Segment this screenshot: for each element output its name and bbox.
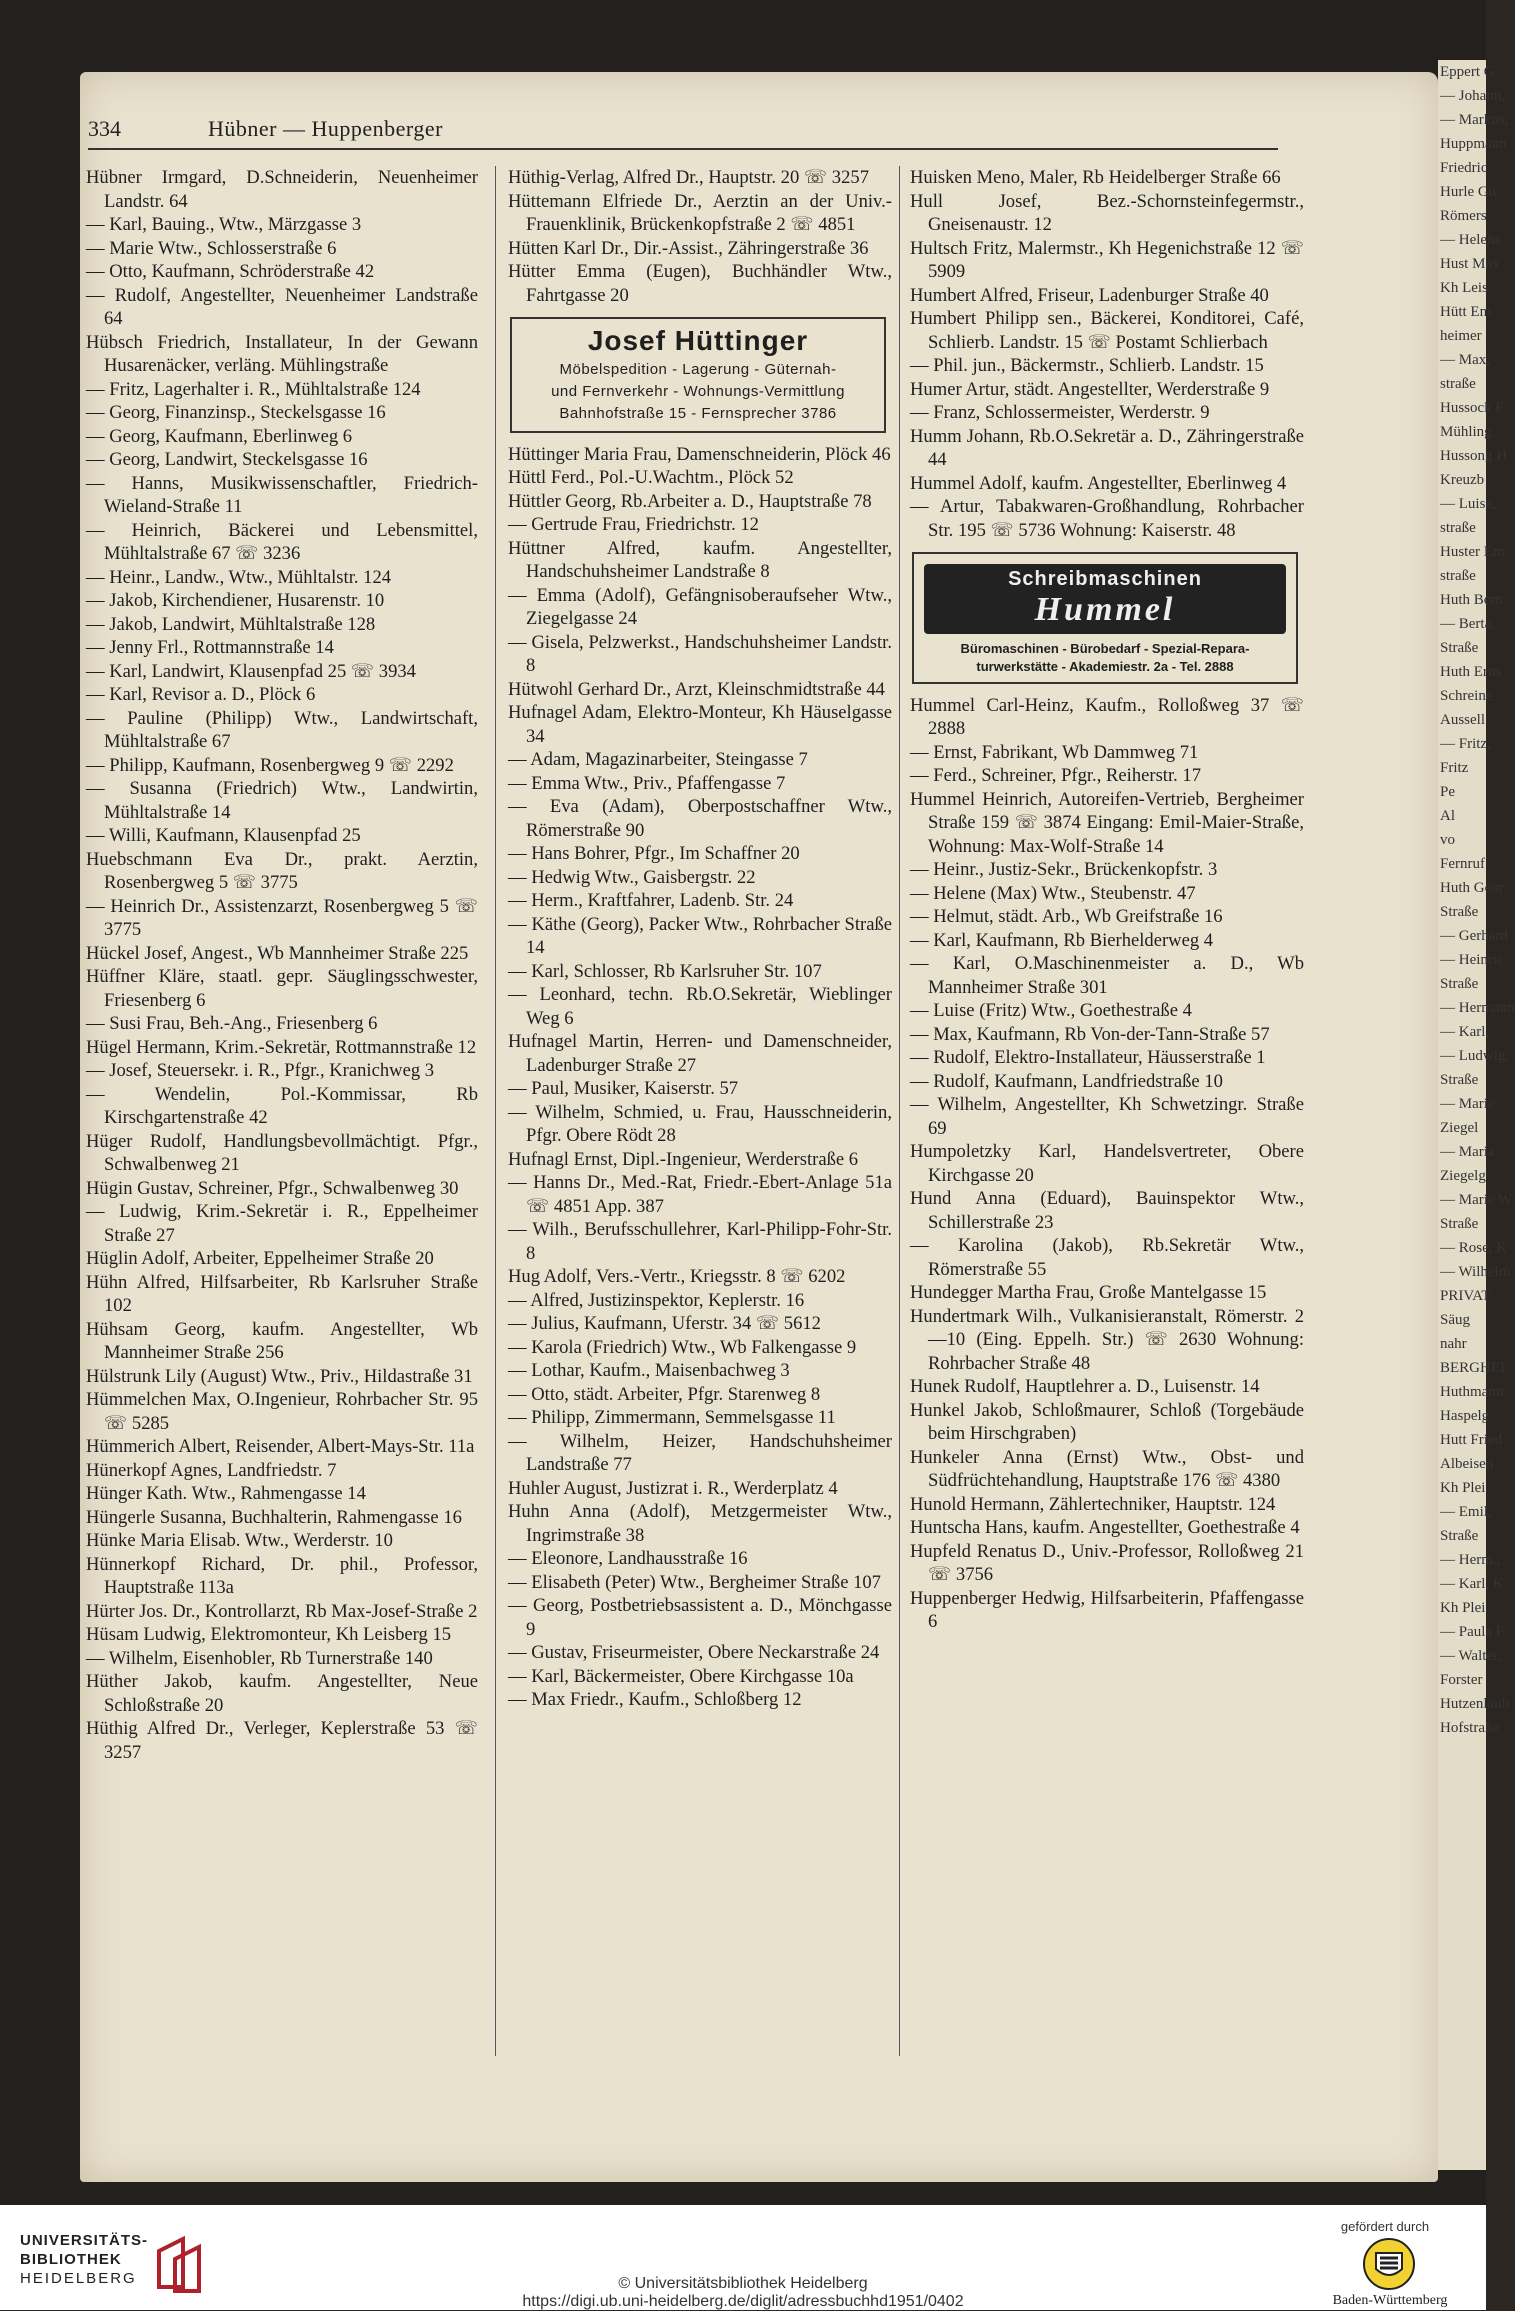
source-url-link[interactable]: https://digi.ub.uni-heidelberg.de/diglit/adressbuchhd1951/0402 [522, 2293, 964, 2310]
next-page-fragment: Forster [1440, 1672, 1483, 1688]
next-page-fragment: Straße [1440, 1216, 1479, 1232]
running-head [88, 114, 1278, 150]
directory-entry: — Helene (Max) Wtw., Steubenstr. 47 [910, 882, 1196, 904]
directory-entry: — Fritz, Lagerhalter i. R., Mühltalstraße 124 [86, 378, 421, 400]
directory-entry: Hund Anna (Eduard), Bauinspektor Wtw., Schillerstraße 23 [910, 1188, 1304, 1233]
directory-entry: — Georg, Kaufmann, Eberlinweg 6 [86, 425, 353, 447]
directory-entry: Hühn Alfred, Hilfsarbeiter, Rb Karlsruher Straße 102 [86, 1271, 478, 1316]
directory-entry: Hüttemann Elfriede Dr., Aerztin an der Univ.-Frauenklinik, Brückenkopfstraße 2 ☏ 4851 [508, 190, 892, 235]
next-page-fragment: Albeisen [1440, 1456, 1494, 1472]
ad-line: Büromaschinen - Bürobedarf - Spezial-Repara- [960, 640, 1250, 656]
column-rule [495, 166, 496, 2056]
ad-subtitle: Schreibmaschinen [1008, 568, 1202, 590]
directory-entry: Hüttler Georg, Rb.Arbeiter a. D., Hauptstraße 78 [508, 490, 872, 512]
directory-entry: — Otto, Kaufmann, Schröderstraße 42 [86, 261, 375, 282]
page-number: 334 [88, 116, 121, 141]
next-page-fragment: Friedric [1440, 160, 1488, 176]
directory-entry: Hüffner Kläre, staatl. gepr. Säuglingsschwester, Friesenberg 6 [86, 966, 478, 1011]
directory-entry: — Gisela, Pelzwerkst., Handschuhsheimer Landstr. 8 [508, 631, 892, 676]
next-page-fragment: Hütt Em [1440, 304, 1492, 320]
directory-entry: Hummel Heinrich, Autoreifen-Vertrieb, Bergheimer Straße 159 ☏ 3874 Eingang: Emil-Maier-Straße, Wohnung: Max-Wolf-Straße 14 [910, 788, 1304, 857]
next-page-fragment: Fernruf [1440, 856, 1485, 872]
directory-entry: — Karl, Kaufmann, Rb Bierhelderweg 4 [910, 929, 1214, 951]
next-page-edge [1438, 60, 1515, 2170]
next-page-fragment: Eppert G [1440, 64, 1495, 80]
next-page-fragment: Aussell [1440, 712, 1485, 728]
directory-entry: — Franz, Schlossermeister, Werderstr. 9 [910, 402, 1210, 423]
directory-entry: Huebschmann Eva Dr., prakt. Aerztin, Rosenbergweg 5 ☏ 3775 [86, 848, 478, 893]
next-page-fragment: — Luise, [1440, 496, 1496, 512]
next-page-fragment: Haspelg [1440, 1408, 1490, 1424]
directory-entry: — Philipp, Kaufmann, Rosenbergweg 9 ☏ 2292 [86, 754, 454, 776]
directory-entry: Hünnerkopf Richard, Dr. phil., Professor, Hauptstraße 113a [86, 1553, 478, 1598]
next-page-fragment: Al [1440, 808, 1455, 824]
column-2-top [508, 166, 892, 307]
directory-entry: Hümmelchen Max, O.Ingenieur, Rohrbacher Str. 95 ☏ 5285 [86, 1389, 478, 1434]
directory-entry: — Susanna (Friedrich) Wtw., Landwirtin, Mühltalstraße 14 [86, 778, 478, 823]
next-page-fragment: BERGHEI [1440, 1360, 1505, 1376]
next-page-fragment: Mühling [1440, 424, 1492, 440]
ad-line: turwerkstätte - Akademiestr. 2a - Tel. 2888 [976, 658, 1234, 674]
directory-entry: — Otto, städt. Arbeiter, Pfgr. Starenweg 8 [508, 1383, 821, 1405]
next-page-fragment: — Paula F [1440, 1624, 1505, 1640]
directory-entry: — Leonhard, techn. Rb.O.Sekretär, Wieblinger Weg 6 [508, 984, 892, 1029]
directory-entry: — Max, Kaufmann, Rb Von-der-Tann-Straße 57 [910, 1023, 1270, 1045]
column-3 [910, 166, 1304, 1634]
directory-entry: — Heinrich Dr., Assistenzarzt, Rosenbergweg 5 ☏ 3775 [86, 895, 478, 940]
directory-entry: — Adam, Magazinarbeiter, Steingasse 7 [508, 749, 808, 770]
directory-entry: Hückel Josef, Angest., Wb Mannheimer Straße 225 [86, 942, 469, 964]
next-page-fragment: Straße [1440, 904, 1479, 920]
next-page-fragment: Huppmann [1440, 136, 1507, 152]
next-page-fragment: Ziegel [1440, 1120, 1479, 1136]
page-title: Hübner — Huppenberger [208, 116, 443, 141]
directory-entry: — Jakob, Landwirt, Mühltalstraße 128 [86, 613, 376, 635]
directory-entry: — Herm., Kraftfahrer, Ladenb. Str. 24 [508, 890, 794, 911]
directory-entry: — Josef, Steuersekr. i. R., Pfgr., Kranichweg 3 [86, 1060, 435, 1081]
directory-entry: Hunkeler Anna (Ernst) Wtw., Obst- und Südfrüchtehandlung, Hauptstraße 176 ☏ 4380 [910, 1446, 1304, 1491]
next-page-fragment: Straße [1440, 640, 1479, 656]
next-page-fragment: straße [1440, 376, 1476, 392]
next-page-fragment: — Gerhard [1440, 928, 1508, 944]
next-page-fragment: straße [1440, 568, 1476, 584]
directory-entry: Hunold Hermann, Zählertechniker, Hauptstr. 124 [910, 1493, 1276, 1515]
next-page-fragment: — Maria [1440, 1144, 1495, 1160]
next-page-fragment: vo [1440, 832, 1455, 848]
next-page-fragment: PRIVAT [1440, 1288, 1491, 1304]
directory-entry: — Hedwig Wtw., Gaisbergstr. 22 [508, 866, 756, 888]
directory-entry: Hüthig Alfred Dr., Verleger, Keplerstraße 53 ☏ 3257 [86, 1718, 478, 1763]
state-name: Baden-Württemberg [1332, 2293, 1448, 2308]
directory-entry: Hüger Rudolf, Handlungsbevollmächtigt. Pfgr., Schwalbenweg 21 [86, 1130, 478, 1175]
next-page-fragment: Hutt Fried [1440, 1432, 1503, 1448]
next-page-fragment: — Max, [1440, 352, 1490, 368]
directory-entry: Hünerkopf Agnes, Landfriedstr. 7 [86, 1459, 337, 1481]
directory-entry: — Marie Wtw., Schlosserstraße 6 [86, 237, 337, 259]
next-page-fragment: — Herm., [1440, 1552, 1501, 1568]
directory-entry: — Karl, Bauing., Wtw., Märzgasse 3 [86, 214, 362, 235]
directory-entry: Hüngerle Susanna, Buchhalterin, Rahmengasse 16 [86, 1506, 462, 1528]
directory-entry: — Pauline (Philipp) Wtw., Landwirtschaft, Mühltalstraße 67 [86, 707, 478, 752]
next-page-fragment: — Marie [1440, 1096, 1495, 1112]
next-page-fragment: nahr [1440, 1336, 1467, 1352]
next-page-fragment: Hutzenlaub [1440, 1696, 1510, 1712]
directory-entry: Huisken Meno, Maler, Rb Heidelberger Straße 66 [910, 167, 1281, 188]
directory-entry: Hultsch Fritz, Malermstr., Kh Hegenichstraße 12 ☏ 5909 [910, 237, 1304, 282]
directory-entry: — Max Friedr., Kaufm., Schloßberg 12 [508, 1689, 802, 1710]
directory-entry: Huntscha Hans, kaufm. Angestellter, Goethestraße 4 [910, 1517, 1300, 1538]
directory-entry: — Susi Frau, Beh.-Ang., Friesenberg 6 [86, 1013, 378, 1034]
next-page-fragment: — Walter, [1440, 1648, 1502, 1664]
directory-entry: — Wilhelm, Eisenhobler, Rb Turnerstraße 140 [86, 1647, 433, 1669]
directory-entry: — Wilhelm, Angestellter, Kh Schwetzingr. Straße 69 [910, 1094, 1304, 1139]
directory-entry: Humpoletzky Karl, Handelsvertreter, Obere Kirchgasse 20 [910, 1141, 1304, 1186]
directory-entry: — Hanns, Musikwissenschaftler, Friedrich-Wieland-Straße 11 [86, 472, 478, 517]
ad-title: Josef Hüttinger [587, 325, 809, 356]
next-page-fragment: — Berta, [1440, 616, 1495, 632]
directory-entry: — Ferd., Schreiner, Pfgr., Reiherstr. 17 [910, 765, 1202, 786]
column-1 [86, 166, 478, 1764]
directory-entry: — Artur, Tabakwaren-Großhandlung, Rohrbacher Str. 195 ☏ 5736 Wohnung: Kaiserstr. 48 [910, 496, 1304, 541]
directory-entry: Hümmerich Albert, Reisender, Albert-Mays-Str. 11a [86, 1436, 475, 1457]
directory-entry: Hügin Gustav, Schreiner, Pfgr., Schwalbenweg 30 [86, 1177, 459, 1199]
directory-entry: — Hanns Dr., Med.-Rat, Friedr.-Ebert-Anlage 51a ☏ 4851 App. 387 [508, 1172, 892, 1217]
next-page-fragment: Hust Max [1440, 256, 1500, 272]
next-page-fragment: Ziegelg [1440, 1168, 1486, 1184]
logo-line: BIBLIOTHEK [20, 2251, 122, 2268]
directory-entry: — Gertrude Frau, Friedrichstr. 12 [508, 514, 759, 535]
next-page-fragment: Fritz [1440, 760, 1469, 776]
directory-entry: — Karl, Bäckermeister, Obere Kirchgasse 10a [508, 1665, 854, 1687]
next-page-fragment: — Hermann [1440, 1000, 1515, 1016]
directory-entry: — Georg, Finanzinsp., Steckelsgasse 16 [86, 402, 386, 423]
directory-entry: Hufnagl Ernst, Dipl.-Ingenieur, Werderstraße 6 [508, 1148, 859, 1170]
directory-entry: — Georg, Postbetriebsassistent a. D., Mönchgasse 9 [508, 1595, 892, 1640]
directory-entry: Hüttl Ferd., Pol.-U.Wachtm., Plöck 52 [508, 467, 794, 488]
next-page-fragment: Hurle Gu [1440, 184, 1497, 200]
directory-entry: — Wendelin, Pol.-Kommissar, Rb Kirschgartenstraße 42 [86, 1083, 478, 1128]
directory-entry: — Helmut, städt. Arb., Wb Greifstraße 16 [910, 906, 1223, 927]
directory-entry: — Heinr., Landw., Wtw., Mühltalstr. 124 [86, 566, 392, 588]
next-page-fragment: Huthmann [1440, 1384, 1504, 1400]
footer [0, 2205, 1486, 2310]
copyright-notice: © Universitätsbibliothek Heidelberg [618, 2275, 868, 2292]
directory-entry: — Willi, Kaufmann, Klausenpfad 25 [86, 825, 361, 846]
directory-entry: Huhler August, Justizrat i. R., Werderplatz 4 [508, 1477, 838, 1499]
next-page-fragment: Kh Leis [1440, 280, 1488, 296]
directory-entry: — Georg, Landwirt, Steckelsgasse 16 [86, 449, 368, 470]
next-page-fragment: — Ludwig, [1440, 1048, 1510, 1064]
directory-entry: — Ludwig, Krim.-Sekretär i. R., Eppelheimer Straße 27 [86, 1201, 478, 1246]
directory-entry: — Karolina (Jakob), Rb.Sekretär Wtw., Römerstraße 55 [910, 1235, 1304, 1280]
next-page-fragment: Schreine [1440, 688, 1493, 704]
directory-entry: — Emma Wtw., Priv., Pfaffengasse 7 [508, 772, 786, 794]
directory-entry: — Wilh., Berufsschullehrer, Karl-Philipp-Fohr-Str. 8 [508, 1219, 892, 1264]
directory-entry: Humer Artur, städt. Angestellter, Werderstraße 9 [910, 378, 1270, 400]
directory-entry: Humbert Philipp sen., Bäckerei, Konditorei, Café, Schlierb. Landstr. 15 ☏ Postamt Schlierbach [910, 308, 1304, 353]
directory-entry: Hütwohl Gerhard Dr., Arzt, Kleinschmidtstraße 44 [508, 678, 885, 700]
directory-entry: Hüttner Alfred, kaufm. Angestellter, Handschuhsheimer Landstraße 8 [508, 537, 892, 582]
directory-entry: Hürter Jos. Dr., Kontrollarzt, Rb Max-Josef-Straße 2 [86, 1600, 478, 1622]
directory-entry: — Luise (Fritz) Wtw., Goethestraße 4 [910, 1000, 1192, 1021]
directory-entry: Hundertmark Wilh., Vulkanisieranstalt, Römerstr. 2—10 (Eing. Eppelh. Str.) ☏ 2630 Wohnung: Rohrbacher Straße 48 [910, 1305, 1304, 1374]
directory-entry: — Gustav, Friseurmeister, Obere Neckarstraße 24 [508, 1642, 880, 1663]
next-page-fragment: — Marie W [1440, 1192, 1513, 1208]
directory-entry: Hühsam Georg, kaufm. Angestellter, Wb Mannheimer Straße 256 [86, 1318, 478, 1363]
ad-line: und Fernverkehr - Wohnungs-Vermittlung [551, 382, 845, 400]
next-page-fragment: — Rose, K [1440, 1240, 1508, 1256]
hummel-advertisement [912, 552, 1298, 684]
directory-entry: — Lothar, Kaufm., Maisenbachweg 3 [508, 1360, 790, 1381]
directory-entry: Hüglin Adolf, Arbeiter, Eppelheimer Straße 20 [86, 1248, 434, 1269]
directory-entry: Hüttinger Maria Frau, Damenschneiderin, Plöck 46 [508, 443, 891, 465]
directory-entry: — Eva (Adam), Oberpostschaffner Wtw., Römerstraße 90 [508, 796, 892, 841]
directory-entry: Humm Johann, Rb.O.Sekretär a. D., Zähringerstraße 44 [910, 425, 1304, 470]
ad-line: Bahnhofstraße 15 - Fernsprecher 3786 [559, 404, 837, 422]
directory-entry: — Eleonore, Landhausstraße 16 [508, 1548, 748, 1569]
next-page-fragment: Hussock F [1440, 400, 1504, 416]
next-page-fragment: heimer [1440, 328, 1482, 344]
huettinger-advertisement [510, 317, 886, 433]
directory-entry: — Alfred, Justizinspektor, Keplerstr. 16 [508, 1289, 805, 1311]
column-3-top [910, 166, 1304, 542]
directory-entry: — Wilhelm, Heizer, Handschuhsheimer Landstraße 77 [508, 1430, 892, 1475]
directory-entry: Hügel Hermann, Krim.-Sekretär, Rottmannstraße 12 [86, 1036, 477, 1058]
next-page-fragment: — Fritz, [1440, 736, 1491, 752]
next-page-fragment: Straße [1440, 1528, 1479, 1544]
next-page-fragment: Pe [1440, 784, 1455, 800]
directory-entry: — Rudolf, Angestellter, Neuenheimer Landstraße 64 [86, 284, 478, 329]
baden-wuerttemberg-crest-icon[interactable] [1362, 2237, 1416, 2291]
next-page-fragment: Römers [1440, 208, 1487, 224]
directory-entry: Hülstrunk Lily (August) Wtw., Priv., Hildastraße 31 [86, 1365, 473, 1387]
next-page-fragment: Huster Em [1440, 544, 1505, 560]
next-page-fragment: Säug [1440, 1312, 1470, 1328]
directory-entry: Humbert Alfred, Friseur, Ladenburger Straße 40 [910, 284, 1269, 306]
directory-entry: Hug Adolf, Vers.-Vertr., Kriegsstr. 8 ☏ 6202 [508, 1266, 846, 1287]
directory-entry: — Karl, Landwirt, Klausenpfad 25 ☏ 3934 [86, 660, 416, 682]
directory-entry: — Rudolf, Kaufmann, Landfriedstraße 10 [910, 1070, 1223, 1092]
directory-entry: Hüsam Ludwig, Elektromonteur, Kh Leisberg 15 [86, 1624, 452, 1645]
next-page-fragment: — Heinric [1440, 952, 1504, 968]
directory-entry: Hünke Maria Elisab. Wtw., Werderstr. 10 [86, 1530, 393, 1551]
next-page-fragment: Huth Erns [1440, 664, 1502, 680]
directory-entry: — Jenny Frl., Rottmannstraße 14 [86, 637, 334, 658]
directory-entry: — Julius, Kaufmann, Uferstr. 34 ☏ 5612 [508, 1313, 821, 1334]
directory-entry: Hupfeld Renatus D., Univ.-Professor, Rolloßweg 21 ☏ 3756 [910, 1540, 1304, 1585]
directory-entry: Hübner Irmgard, D.Schneiderin, Neuenheimer Landstr. 64 [86, 167, 478, 212]
directory-entry: — Philipp, Zimmermann, Semmelsgasse 11 [508, 1407, 836, 1428]
directory-entry: Hüther Jakob, kaufm. Angestellter, Neue Schloßstraße 20 [86, 1671, 478, 1716]
column-2 [508, 166, 892, 1712]
next-page-fragment: Straße [1440, 1072, 1479, 1088]
directory-entry: Hufnagel Adam, Elektro-Monteur, Kh Häuselgasse 34 [508, 702, 892, 747]
directory-entry: — Phil. jun., Bäckermstr., Schlierb. Landstr. 15 [910, 355, 1264, 376]
next-page-fragment: Kreuzb [1440, 472, 1485, 488]
next-page-fragment: — Markus, [1440, 112, 1509, 128]
directory-entry: — Heinrich, Bäckerei und Lebensmittel, Mühltalstraße 67 ☏ 3236 [86, 519, 478, 564]
directory-entry: — Käthe (Georg), Packer Wtw., Rohrbacher Straße 14 [508, 913, 892, 958]
ad-brand: Hummel [1034, 590, 1176, 628]
directory-entry: Huhn Anna (Adolf), Metzgermeister Wtw., Ingrimstraße 38 [508, 1501, 892, 1546]
directory-entry: Hummel Adolf, kaufm. Angestellter, Eberlinweg 4 [910, 472, 1287, 494]
next-page-fragment: Hussong H [1440, 448, 1508, 464]
directory-entry: — Emma (Adolf), Gefängnisoberaufseher Wtw., Ziegelgasse 24 [508, 584, 892, 629]
directory-entry: Hunkel Jakob, Schloßmaurer, Schloß (Torgebäude beim Hirschgraben) [910, 1399, 1304, 1444]
directory-entry: Hübsch Friedrich, Installateur, In der Gewann Husarenäcker, verläng. Mühlingstraße [86, 331, 478, 376]
next-page-fragment: Kh Plei [1440, 1480, 1486, 1496]
directory-entry: — Hans Bohrer, Pfgr., Im Schaffner 20 [508, 843, 800, 864]
ad-banner [924, 564, 1286, 634]
next-page-fragment: Straße [1440, 976, 1479, 992]
directory-entry: — Karl, Schlosser, Rb Karlsruher Str. 107 [508, 960, 822, 982]
next-page-fragment: Huth Geor [1440, 880, 1504, 896]
directory-entry: — Jakob, Kirchendiener, Husarenstr. 10 [86, 590, 385, 611]
directory-entry: — Karl, O.Maschinenmeister a. D., Wb Mannheimer Straße 301 [910, 953, 1304, 998]
logo-line: HEIDELBERG [20, 2270, 137, 2287]
directory-entry: Hufnagel Martin, Herren- und Damenschneider, Ladenburger Straße 27 [508, 1031, 892, 1076]
next-page-fragment: — Johann, [1440, 88, 1505, 104]
next-page-fragment: — Karl, K [1440, 1576, 1504, 1592]
column-rule [899, 166, 900, 2056]
directory-entry: Hunek Rudolf, Hauptlehrer a. D., Luisenstr. 14 [910, 1376, 1260, 1397]
directory-entry: — Wilhelm, Schmied, u. Frau, Hausschneiderin, Pfgr. Obere Rödt 28 [508, 1101, 892, 1146]
next-page-fragment: — Emil, [1440, 1504, 1492, 1520]
funded-by-label: gefördert durch [1340, 2219, 1430, 2234]
directory-entry: — Karl, Revisor a. D., Plöck 6 [86, 684, 316, 705]
next-page-fragment: — Wilhelm [1440, 1264, 1511, 1280]
next-page-fragment: Hofstraße [1440, 1720, 1500, 1736]
directory-entry: Hundegger Martha Frau, Große Mantelgasse 15 [910, 1282, 1267, 1303]
logo-line: UNIVERSITÄTS- [20, 2232, 149, 2249]
column-3-main [910, 694, 1304, 1634]
directory-entry: Hull Josef, Bez.-Schornsteinfegermstr., Gneisenaustr. 12 [910, 190, 1304, 235]
next-page-fragment: Kh Plei [1440, 1600, 1486, 1616]
column-2-main [508, 443, 892, 1712]
directory-entry: Hünger Kath. Wtw., Rahmengasse 14 [86, 1483, 366, 1504]
next-page-fragment: — Helene [1440, 232, 1502, 248]
directory-entry: — Rudolf, Elektro-Installateur, Häusserstraße 1 [910, 1047, 1266, 1068]
next-page-fragment: straße [1440, 520, 1476, 536]
directory-entry: — Karola (Friedrich) Wtw., Wb Falkengasse 9 [508, 1336, 857, 1358]
next-page-fragment: — Karl, [1440, 1024, 1490, 1040]
directory-entry: — Elisabeth (Peter) Wtw., Bergheimer Straße 107 [508, 1571, 881, 1593]
directory-entry: Huppenberger Hedwig, Hilfsarbeiterin, Pfaffengasse 6 [910, 1587, 1304, 1632]
next-page-fragment: Huth Bern [1440, 592, 1503, 608]
directory-entry: Hütter Emma (Eugen), Buchhändler Wtw., Fahrtgasse 20 [508, 261, 892, 306]
directory-entry: Hummel Carl-Heinz, Kaufm., Rolloßweg 37 ☏ 2888 [910, 694, 1304, 739]
directory-entry: — Paul, Musiker, Kaiserstr. 57 [508, 1078, 739, 1099]
directory-entry: — Heinr., Justiz-Sekr., Brückenkopfstr. 3 [910, 859, 1218, 880]
ad-line: Möbelspedition - Lagerung - Güternah- [559, 360, 837, 378]
directory-entry: — Ernst, Fabrikant, Wb Dammweg 71 [910, 741, 1199, 763]
directory-entry: Hüthig-Verlag, Alfred Dr., Hauptstr. 20 ☏ 3257 [508, 167, 869, 188]
directory-entry: Hütten Karl Dr., Dir.-Assist., Zähringerstraße 36 [508, 237, 869, 259]
